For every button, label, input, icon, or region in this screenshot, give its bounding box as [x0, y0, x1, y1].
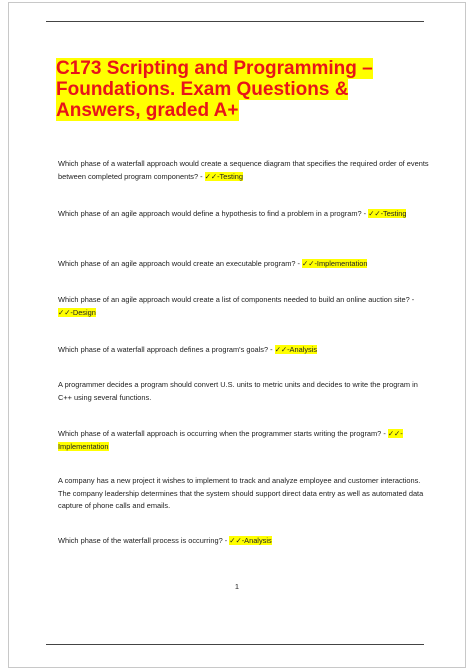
header-rule	[46, 21, 424, 22]
question-7: Which phase of the waterfall process is occurring? - ✓✓-Analysis	[58, 536, 272, 545]
question-5: Which phase of a waterfall approach defines a program's goals? - ✓✓-Analysis	[58, 345, 318, 354]
question-2: Which phase of an agile approach would define a hypothesis to find a problem in a program? - ✓✓-Testing	[58, 209, 407, 218]
answer-highlight: ✓✓-Testing	[204, 171, 243, 181]
question-6: Which phase of a waterfall approach is occurring when the programmer starts writing the program? - ✓✓-Implementation	[58, 429, 403, 451]
question-4: Which phase of an agile approach would create a list of components needed to build an online auction site? - ✓✓-Design	[58, 295, 415, 317]
answer-highlight: ✓✓-Analysis	[229, 536, 272, 545]
question-3: Which phase of an agile approach would create an executable program? - ✓✓-Implementation	[58, 259, 368, 268]
scenario-1: A programmer decides a program should convert U.S. units to metric units and decides to write the program in C++ using several functions.	[58, 380, 418, 402]
scenario-2: A company has a new project it wishes to implement to track and analyze employee and customer interactions. The company leadership determines that the system should support direct data entry as well as automated data capture of phone calls and emails.	[58, 476, 424, 510]
answer-highlight: ✓✓-Testing	[368, 209, 407, 218]
answer-highlight: ✓✓-Implementation	[302, 259, 368, 268]
answer-highlight: ✓✓-Analysis	[274, 345, 318, 354]
question-1: Which phase of a waterfall approach would create a sequence diagram that specifies the required order of events between completed program components? - ✓✓-Testing	[58, 159, 429, 181]
answer-highlight: ✓✓-Implementation	[58, 429, 403, 451]
footer-rule	[46, 644, 424, 645]
document-title: C173 Scripting and Programming – Foundations. Exam Questions & Answers, graded A+	[56, 58, 373, 121]
page-number: 1	[234, 582, 240, 591]
answer-highlight: ✓✓-Design	[58, 307, 96, 317]
